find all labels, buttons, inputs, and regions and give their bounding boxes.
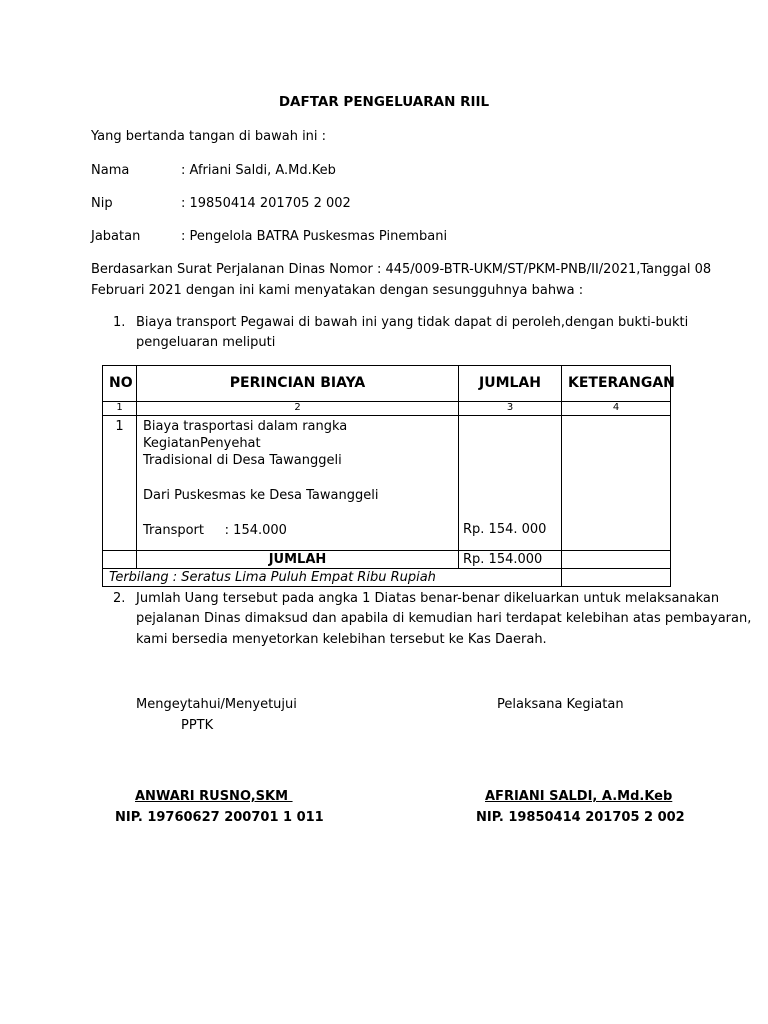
signature-left-subrole: PPTK: [181, 718, 214, 733]
item-2-line-3: kami bersedia menyetorkan kelebihan tersebut ke Kas Daerah.: [136, 632, 547, 647]
header-perincian-biaya: PERINCIAN BIAYA: [137, 366, 459, 402]
paragraph-line-1: Berdasarkan Surat Perjalanan Dinas Nomor : 445/009-BTR-UKM/ST/PKM-PNB/II/2021,Tanggal 08: [91, 262, 712, 277]
signature-right-nip: NIP. 19850414 201705 2 002: [476, 810, 685, 825]
total-label: JUMLAH: [137, 551, 459, 569]
signature-left-name: ANWARI RUSNO,SKM: [135, 789, 293, 804]
detail-line-1: Biaya trasportasi dalam rangka KegiatanPenyehat: [143, 419, 348, 451]
column-number: 1: [103, 402, 137, 416]
column-number: 3: [459, 402, 562, 416]
field-label-nip: Nip: [91, 196, 113, 211]
column-number-row: [103, 402, 671, 416]
terbilang-text: Terbilang : Seratus Lima Puluh Empat Ribu Rupiah: [103, 569, 562, 587]
terbilang-keterangan-cell: [562, 569, 671, 587]
detail-transport: Transport : 154.000: [143, 523, 287, 538]
signature-left-role: Mengeytahui/Menyetujui: [136, 697, 297, 712]
document-title: DAFTAR PENGELUARAN RIIL: [278, 94, 490, 110]
signature-left-nip: NIP. 19760627 200701 1 011: [115, 810, 324, 825]
item-2-number: 2.: [113, 591, 126, 606]
item-2-line-1: Jumlah Uang tersebut pada angka 1 Diatas benar-benar dikeluarkan untuk melaksanakan: [136, 591, 720, 606]
terbilang-row: [103, 569, 671, 587]
table-header-row: [103, 366, 671, 402]
expense-table: [102, 365, 675, 587]
row-amount-cell: [459, 416, 562, 551]
row-keterangan: [562, 416, 671, 551]
detail-line-2: Tradisional di Desa Tawanggeli: [143, 453, 342, 468]
column-number: 2: [137, 402, 459, 416]
total-no-cell: [103, 551, 137, 569]
field-label-jabatan: Jabatan: [91, 229, 141, 244]
total-row: [103, 551, 671, 569]
signature-right-name: AFRIANI SALDI, A.Md.Keb: [485, 789, 673, 804]
item-1-number: 1.: [113, 315, 126, 330]
field-value-jabatan: : Pengelola BATRA Puskesmas Pinembani: [181, 229, 448, 244]
detail-route: Dari Puskesmas ke Desa Tawanggeli: [143, 488, 379, 503]
field-label-nama: Nama: [91, 163, 130, 178]
header-jumlah: JUMLAH: [459, 366, 562, 402]
row-no: 1: [103, 416, 137, 551]
table-row: [103, 416, 671, 551]
header-keterangan: KETERANGAN: [562, 366, 671, 402]
paragraph-line-2: Februari 2021 dengan ini kami menyatakan dengan sesungguhnya bahwa :: [91, 283, 584, 298]
intro-text: Yang bertanda tangan di bawah ini :: [91, 129, 327, 144]
item-1-line-2: pengeluaran meliputi: [136, 335, 276, 350]
item-1-line-1: Biaya transport Pegawai di bawah ini yang tidak dapat di peroleh,dengan bukti-bukti: [136, 315, 689, 330]
row-amount: Rp. 154. 000: [463, 522, 547, 537]
field-value-nama: : Afriani Saldi, A.Md.Keb: [181, 163, 336, 178]
field-value-nip: : 19850414 201705 2 002: [181, 196, 351, 211]
column-number: 4: [562, 402, 671, 416]
item-2-line-2: pejalanan Dinas dimaksud dan apabila di kemudian hari terdapat kelebihan atas pembayaran,: [136, 611, 752, 626]
detail-line: [143, 418, 452, 469]
total-keterangan-cell: [562, 551, 671, 569]
total-amount: Rp. 154.000: [459, 551, 562, 569]
signature-right-role: Pelaksana Kegiatan: [497, 697, 624, 712]
header-no: NO: [103, 366, 137, 402]
row-detail: [137, 416, 459, 551]
